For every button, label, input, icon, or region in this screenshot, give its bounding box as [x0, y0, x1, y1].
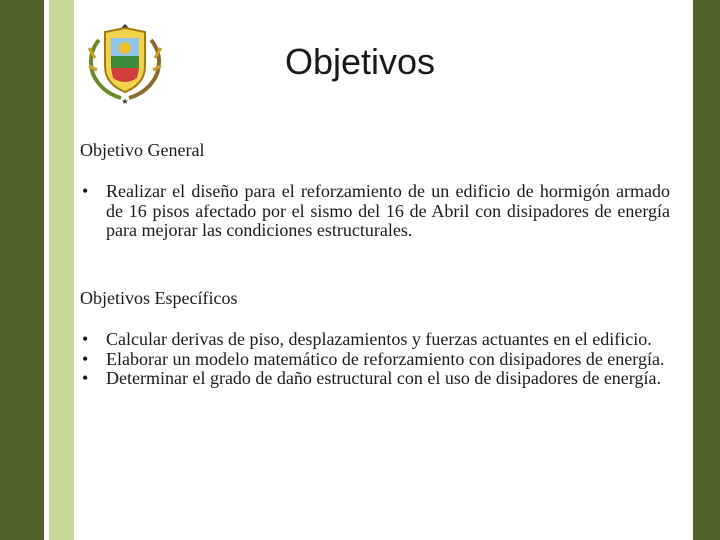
general-objective-list [82, 182, 670, 241]
svg-text:★: ★ [121, 97, 129, 106]
left-light-green-bar [49, 0, 74, 540]
bullet-icon: • [82, 348, 89, 369]
specific-objective-text-3: Determinar el grado de daño estructural con el uso de disipadores de energía. [106, 368, 661, 388]
slide-title: Objetivos [284, 41, 436, 82]
ecuador-coat-of-arms-logo [85, 18, 165, 110]
general-objective-heading: Objetivo General [80, 140, 205, 160]
list-item [82, 350, 670, 370]
bullet-icon: • [82, 368, 89, 388]
bullet-icon: • [82, 329, 89, 349]
list-item [82, 182, 670, 241]
specific-objectives-heading: Objetivos Específicos [80, 288, 238, 308]
right-dark-green-bar [693, 0, 720, 540]
specific-objective-text-2: Elaborar un modelo matemático de reforzamiento con disipadores de energía. [106, 348, 665, 369]
list-item [82, 330, 670, 350]
general-objective-text: Realizar el diseño para el reforzamiento de un edificio de hormigón armado de 16 pisos afectado por el sismo del 16 de Abril con disipadores de energía para mejorar las condiciones estructurales. [106, 181, 670, 240]
specific-objectives-list [82, 330, 670, 389]
list-item [82, 369, 670, 389]
specific-objective-text-1: Calcular derivas de piso, desplazamientos y fuerzas actuantes en el edificio. [106, 329, 652, 349]
bullet-icon: • [82, 181, 89, 201]
left-dark-green-bar [0, 0, 44, 540]
